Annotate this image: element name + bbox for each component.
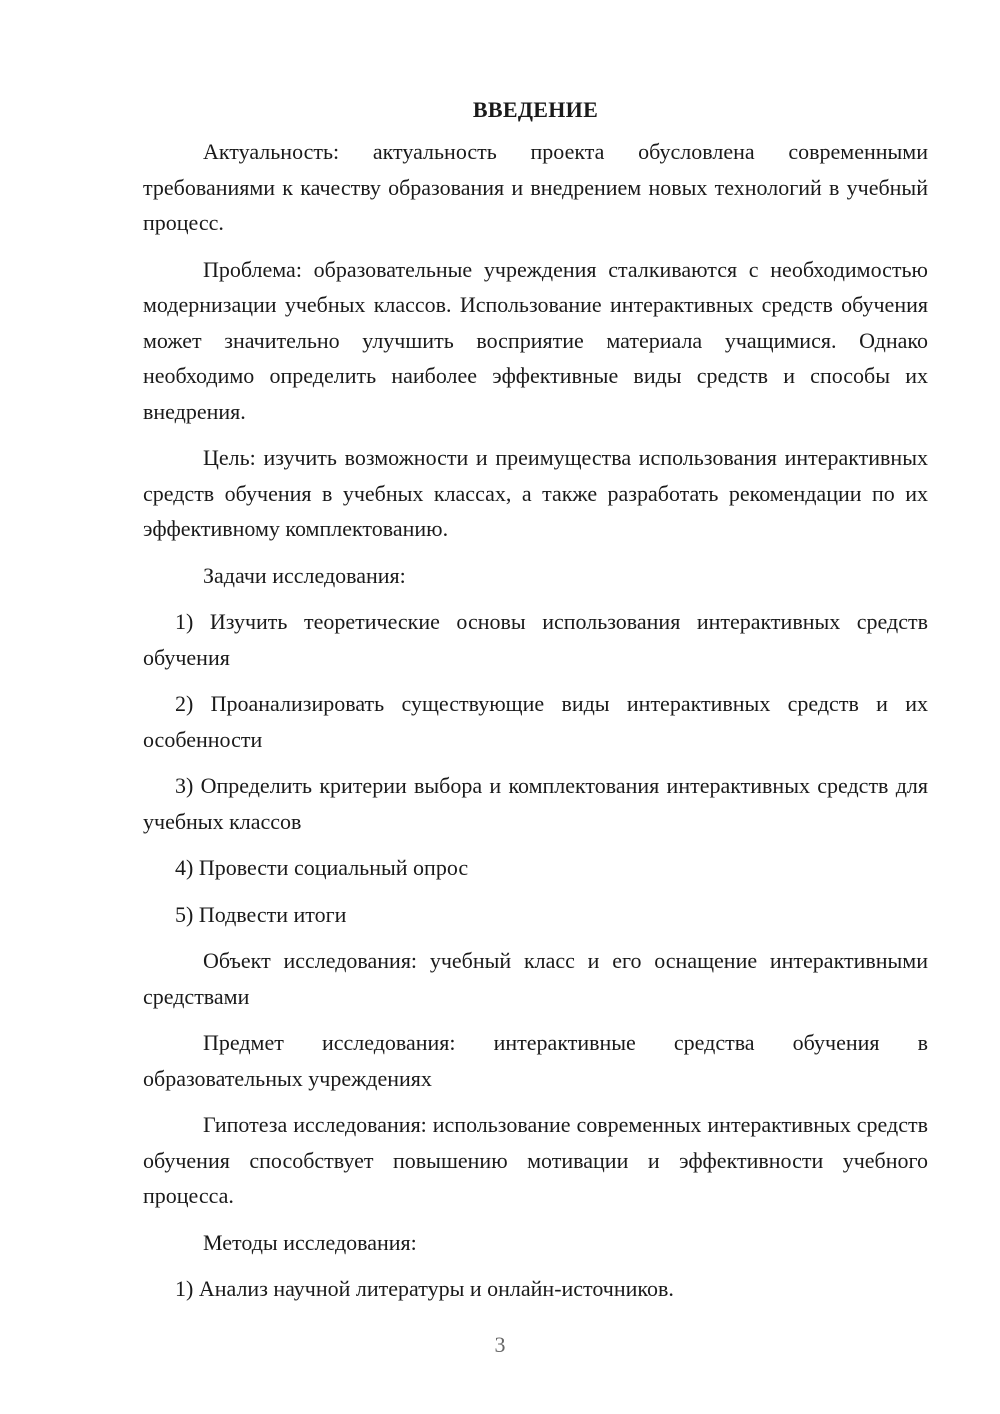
task-item: 1) Изучить теоретические основы использования интерактивных средств обучения (143, 609, 928, 670)
relevance-paragraph: Актуальность: актуальность проекта обусловлена современными требованиями к качеству образования и внедрением новых технологий в учебный процесс. (143, 139, 928, 235)
section-title: ВВЕДЕНИЕ (472, 97, 599, 122)
method-item: 1) Анализ научной литературы и онлайн-источников. (175, 1276, 674, 1301)
methods-heading: Методы исследования: (203, 1229, 417, 1255)
goal-paragraph: Цель: изучить возможности и преимущества использования интерактивных средств обучения в учебных классах, а также разработать рекомендации по их эффективному комплектованию. (143, 445, 928, 541)
tasks-heading: Задачи исследования: (203, 562, 406, 588)
subject-paragraph: Предмет исследования: интерактивные средства обучения в образовательных учреждениях (143, 1030, 928, 1091)
page-content (143, 92, 928, 1318)
problem-paragraph: Проблема: образовательные учреждения сталкиваются с необходимостью модернизации учебных классов. Использование интерактивных средств обучения может значительно улучшить восприятие материала учащимися. Однако необходимо определить наиболее эффективные виды средств и способы их внедрения. (143, 256, 928, 424)
task-item: 5) Подвести итоги (175, 901, 347, 927)
task-item: 3) Определить критерии выбора и комплектования интерактивных средств для учебных классов (143, 773, 928, 834)
hypothesis-paragraph: Гипотеза исследования: использование современных интерактивных средств обучения способствует повышению мотивации и эффективности учебного процесса. (143, 1112, 928, 1208)
page-number: 3 (494, 1332, 506, 1357)
task-item: 2) Проанализировать существующие виды интерактивных средств и их особенности (143, 691, 928, 752)
task-item: 4) Провести социальный опрос (175, 855, 469, 880)
object-paragraph: Объект исследования: учебный класс и его оснащение интерактивными средствами (143, 948, 928, 1009)
